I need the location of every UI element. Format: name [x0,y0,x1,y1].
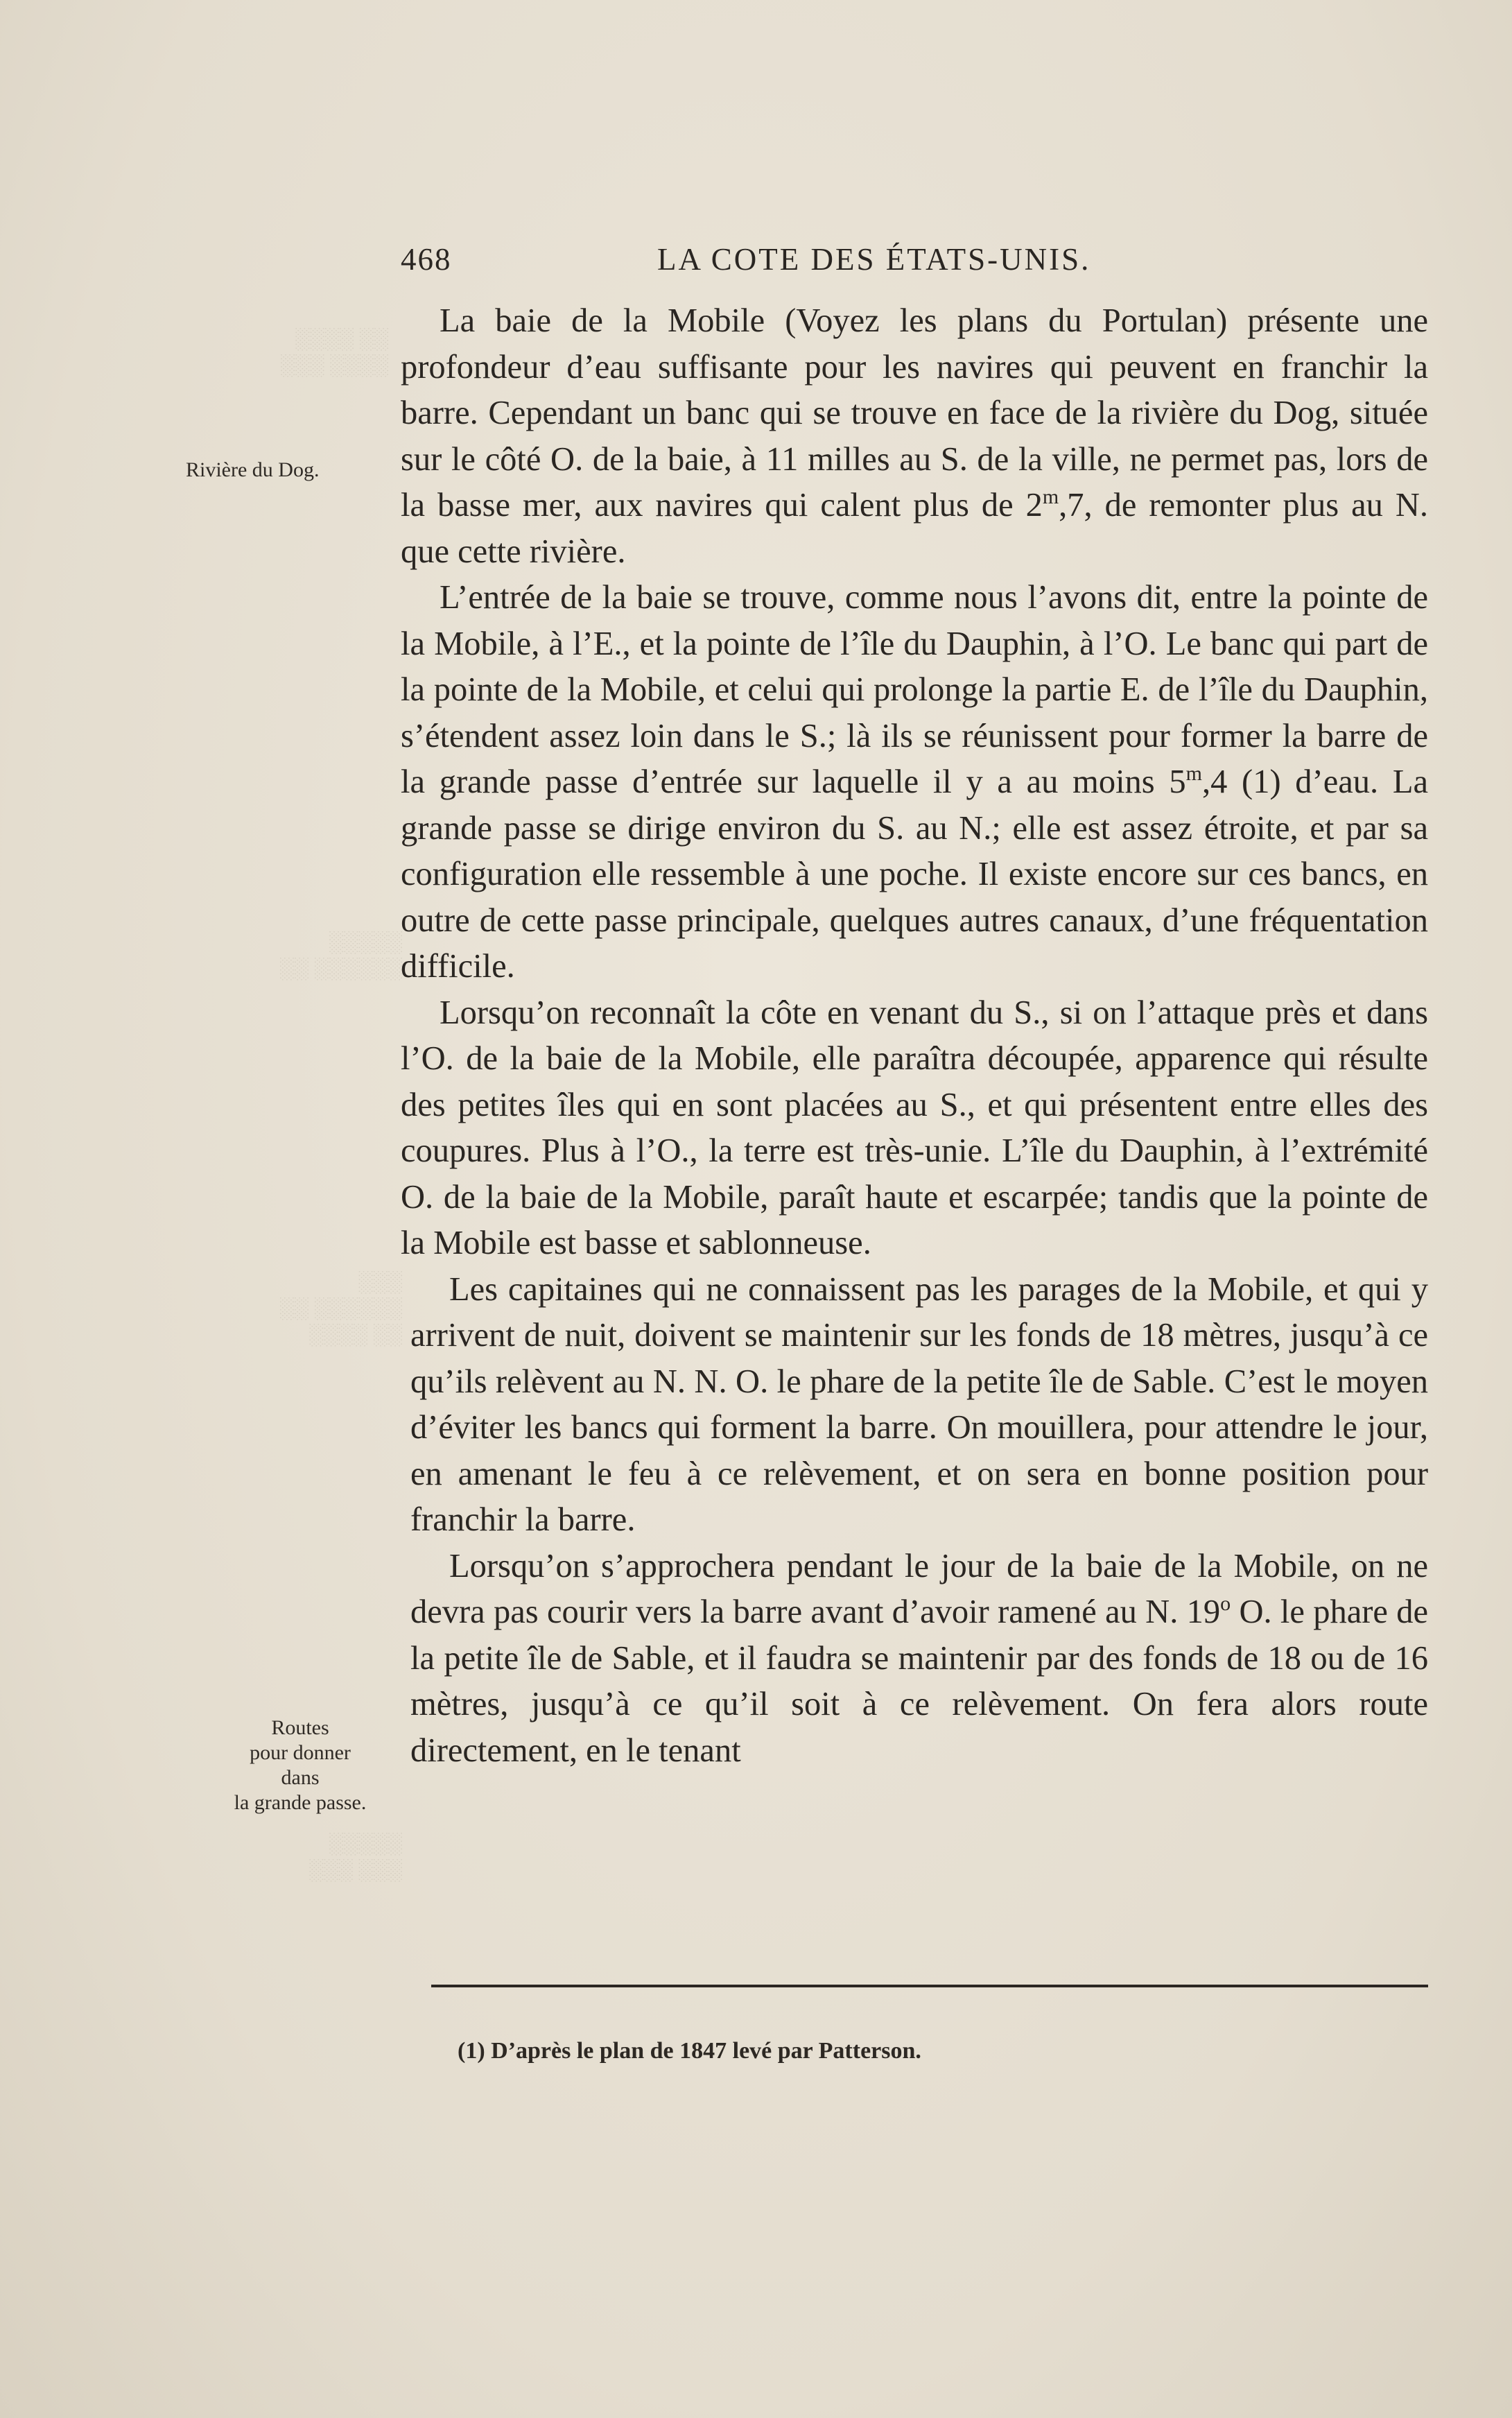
paragraph: Lorsqu’on reconnaît la côte en venant du S., si on l’attaque près et dans l’O. de la baie de la Mobile, elle paraîtra découpée, apparence qui résulte des petites îles qui en sont placées au S., et qui présentent entre elles des coupures. Plus à l’O., la terre est très-unie. L’île du Dauphin, à l’extrémité O. de la baie de la Mobile, paraît haute et escarpée; tandis que la pointe de la Mobile est basse et sablonneuse. [401,994,1428,1261]
bleed-through-text: ░░░░░ ░░░ ░░░ [308,1832,402,1881]
paragraph [401,298,1428,575]
margin-note-routes [200,1716,401,1815]
superscript: m [1185,762,1202,785]
paragraph-text: La baie de la Mobile (Voyez les plans du Portulan) présente une profondeur d’eau suffisante pour les navires qui peuvent en franchir la barre. Cependant un banc qui se trouve en face de la rivière du Dog, située sur le côté O. de la baie, à 11 milles au S. de la ville, ne permet pas, lors de la basse mer, aux navires qui calent plus de 2 [401,302,1428,524]
footnote: (1) D’après le plan de 1847 levé par Patterson. [458,2038,921,2064]
running-title: LA COTE DES ÉTATS-UNIS. [657,242,1091,277]
paragraph-text: Lorsqu’on s’approchera pendant le jour de la baie de la Mobile, on ne devra pas courir vers la barre avant d’avoir ramené au N. 19 [410,1547,1428,1630]
paragraph-text: L’entrée de la baie se trouve, comme nous l’avons dit, entre la pointe de la Mobile, à l’E., et la pointe de l’île du Dauphin, à l’O. Le banc qui part de la pointe de la Mobile, et celui qui prolonge la partie E. de l’île du Dauphin, s’étendent assez loin dans le S.; là ils se réunissent pour former la barre de la grande passe d’entrée sur laquelle il y a au moins 5 [401,579,1428,800]
margin-note-line: dans [281,1766,320,1789]
margin-note-line: pour donner [250,1741,351,1764]
paragraph: Les capitaines qui ne connaissent pas les parages de la Mobile, et qui y arrivent de nuit, doivent se maintenir sur les fonds de 18 mètres, jusqu’à ce qu’ils relèvent au N. N. O. le phare de la petite île de Sable. C’est le moyen d’éviter les bancs qui forment la barre. On mouillera, pour attendre le jour, en amenant le feu à ce relèvement, et on sera en bonne position pour franchir la barre. [410,1270,1428,1538]
bleed-through-text: ░░░ ░░ ░░░░░░ ░░░░ ░░ [279,1270,402,1346]
bleed-through-text: ░░░░░ ░░ ░░░░░░ [279,931,402,980]
margin-note-dog-river: Rivière du Dog. [186,458,320,481]
superscript: o [1220,1592,1231,1615]
margin-note-line: Routes [271,1716,329,1739]
footnote-rule [431,1985,1428,1987]
bleed-through-text: ░░░░ ░░ ░░░ ░░░░ [279,327,388,377]
margin-note-line: la grande passe. [234,1791,367,1814]
superscript: m [1042,485,1059,508]
running-head [401,241,1427,290]
paragraph-text: ,7, de remonter plus au N. que cette rivière. [401,487,1428,570]
paragraph-text: ,4 (1) d’eau. La grande passe se dirige environ du S. au N.; elle est assez étroite, et par sa configuration elle ressemble à une poche. Il existe encore sur ces bancs, en outre de cette passe principale, quelques autres canaux, d’une fréquentation difficile. [401,763,1428,985]
paragraph [401,575,1428,990]
page-number: 468 [401,242,452,277]
body-text [401,298,1428,1774]
paragraph-text: O. le phare de la petite île de Sable, et il faudra se maintenir par des fonds de 18 ou de 16 mètres, jusqu’à ce qu’il soit à ce relèvement. On fera alors route directement, en le tenant [410,1594,1428,1769]
paragraph [401,1544,1428,1774]
